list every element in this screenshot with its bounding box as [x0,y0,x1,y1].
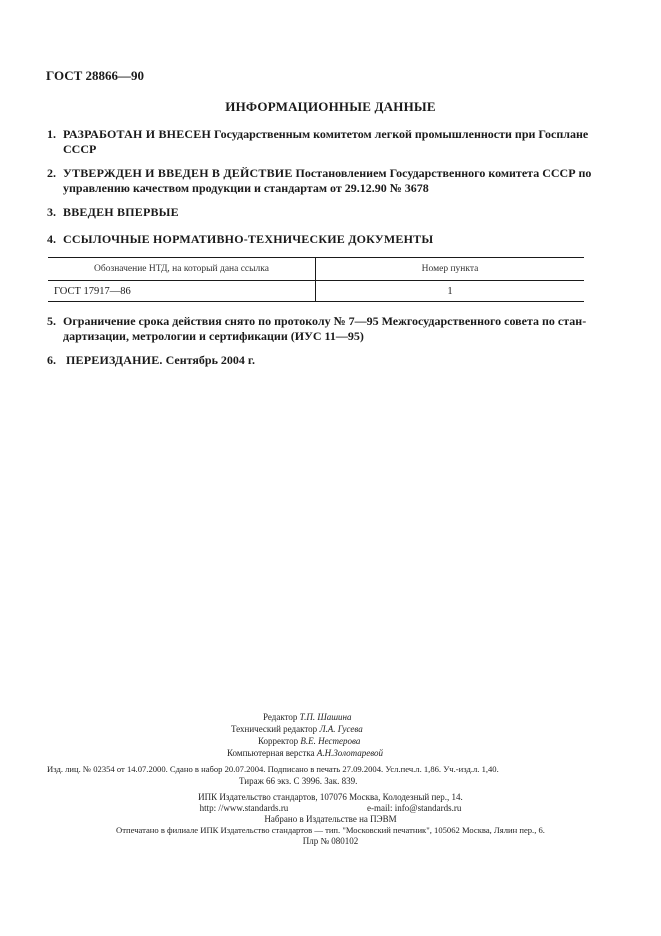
info-item-6 [47,353,255,368]
info-item-2 [47,166,591,196]
imprint-editor [263,712,352,722]
item-text-continued: управлению качеством продукции и стандартам от 29.12.90 № 3678 [63,181,429,195]
item-lead: ВВЕДЕН ВПЕРВЫЕ [63,205,179,219]
tech-editor-name: Л.А. Гусева [319,724,363,734]
item-number: 2. [47,166,56,180]
item-lead: ПЕРЕИЗДАНИЕ. [66,353,163,367]
tech-editor-label: Технический редактор [231,724,318,734]
item-text: Ограничение срока действия снято по протоколу № 7—95 Межгосударственного совета по стан- [63,314,587,328]
table-header-clause: Номер пункта [316,258,585,281]
item-number: 3. [47,205,56,219]
item-lead: ССЫЛОЧНЫЕ НОРМАТИВНО-ТЕХНИЧЕСКИЕ ДОКУМЕНТЫ [63,232,434,246]
item-text-continued: дартизации, метрологии и сертификации (ИУС 11—95) [63,329,364,343]
item-text-continued: СССР [63,142,97,156]
item-lead: РАЗРАБОТАН И ВНЕСЕН [63,127,212,141]
editor-name: Т.П. Шашина [299,712,352,722]
item-number: 1. [47,127,56,141]
item-number: 6. [47,353,56,367]
imprint-circulation: Тираж 66 экз. С 3996. Зак. 839. [239,776,358,786]
publisher-typeset: Набрано в Издательстве на ПЭВМ [264,814,397,824]
section-title: ИНФОРМАЦИОННЫЕ ДАННЫЕ [225,99,436,114]
publisher-license: Плр № 080102 [302,836,359,846]
info-item-4 [47,232,433,247]
reference-table [48,257,584,302]
layout-name: А.Н.Золотаревой [316,748,383,758]
imprint-corrector [258,736,360,746]
table-cell-document: ГОСТ 17917—86 [48,281,316,302]
corrector-label: Корректор [258,736,299,746]
item-text: Сентябрь 2004 г. [162,353,256,367]
info-item-1 [47,127,588,157]
imprint-layout [227,748,383,758]
imprint-publication-details: Изд. лиц. № 02354 от 14.07.2000. Сдано в набор 20.07.2004. Подписано в печать 27.09.2004. Усл.печ.л. 1,86. Уч.-изд.л. 1,40. [47,764,499,774]
publisher-printer: Отпечатано в филиале ИПК Издательство стандартов — тип. "Московский печатник", 105062 Москва, Лялин пер., 6. [116,825,545,835]
corrector-name: В.Е. Нестерова [300,736,361,746]
table-cell-clause: 1 [316,281,585,302]
item-lead: УТВЕРЖДЕН И ВВЕДЕН В ДЕЙСТВИЕ [63,166,293,180]
item-number: 5. [47,314,56,328]
table-row [48,281,584,302]
item-number: 4. [47,232,56,246]
publisher-contacts: http: //www.standards.ru e-mail: info@standards.ru [199,803,462,813]
info-item-3 [47,205,179,220]
table-header-row [48,258,584,281]
item-text: Государственным комитетом легкой промышленности при Госплане [211,127,589,141]
item-text: Постановлением Государственного комитета СССР по [292,166,592,180]
table-header-document: Обозначение НТД, на который дана ссылка [48,258,316,281]
document-number: ГОСТ 28866—90 [46,68,145,83]
imprint-tech-editor [231,724,363,734]
info-item-5 [47,314,586,344]
editor-label: Редактор [263,712,298,722]
layout-label: Компьютерная верстка [227,748,315,758]
publisher-address: ИПК Издательство стандартов, 107076 Москва, Колодезный пер., 14. [198,792,463,802]
